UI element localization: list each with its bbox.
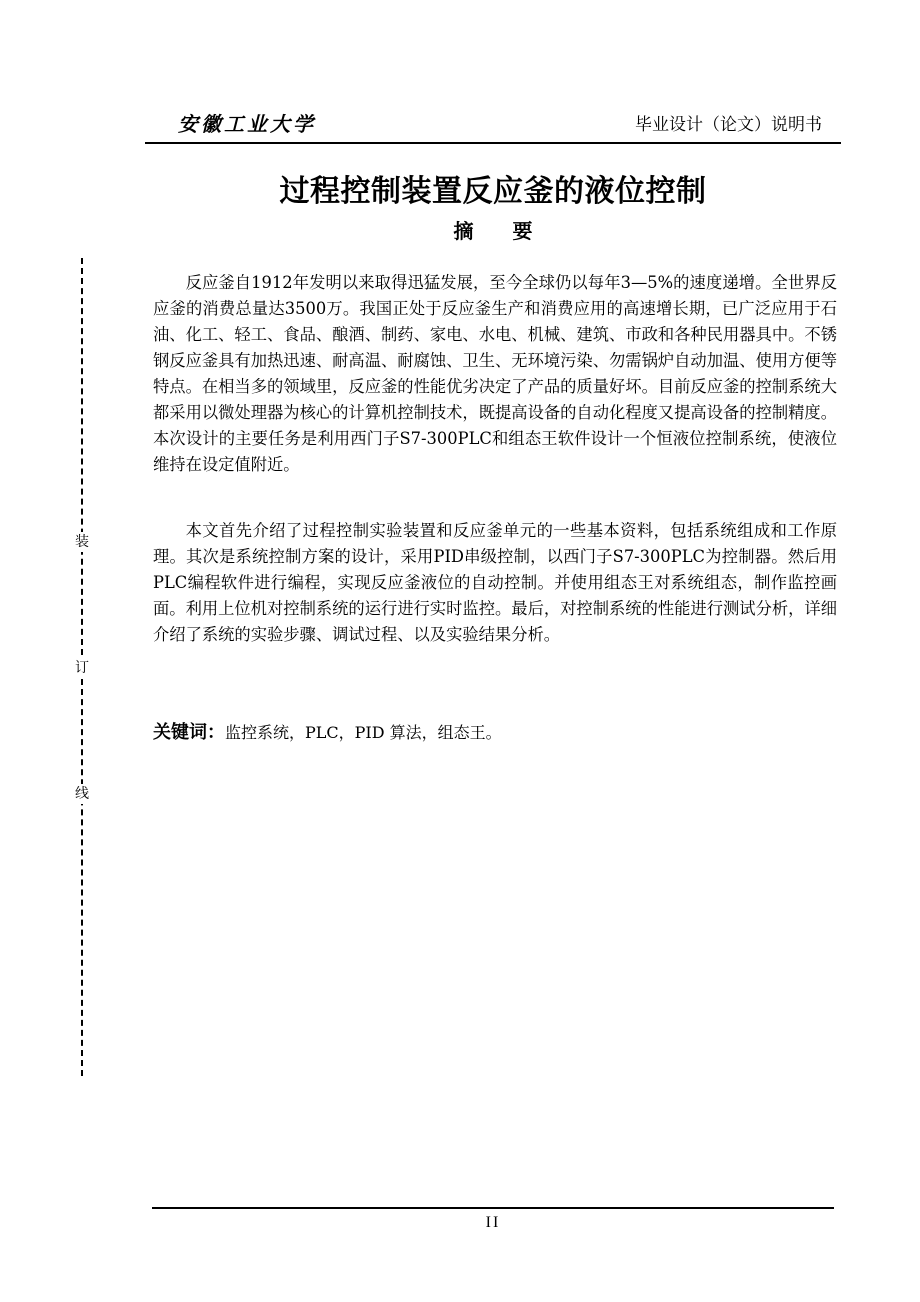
abstract-paragraph-2: 本文首先介绍了过程控制实验装置和反应釜单元的一些基本资料，包括系统组成和工作原理。其次是系统控制方案的设计，采用PID串级控制，以西门子S7-300PLC为控制器。然后用PLC编程软件进行编程，实现反应釜液位的自动控制。并使用组态王对系统组态，制作监控画面。利用上位机对控制系统的运行进行实时监控。最后，对控制系统的性能进行测试分析，详细介绍了系统的实验步骤、调试过程、以及实验结果分析。 (153, 521, 837, 644)
keywords-label: 关键词： (153, 722, 225, 743)
document-type: 毕业设计（论文）说明书 (635, 115, 822, 135)
header-rule (145, 142, 841, 144)
binding-mark-ding: 订 (72, 658, 92, 678)
abstract-paragraph-1: 反应釜自1912年发明以来取得迅猛发展，至今全球仍以每年3—5%的速度递增。全世界反应釜的消费总量达3500万。我国正处于反应釜生产和消费应用的高速增长期，已广泛应用于石油、化工、轻工、食品、酿酒、制药、家电、水电、机械、建筑、市政和各种民用器具中。不锈钢反应釜具有加热迅速、耐高温、耐腐蚀、卫生、无环境污染、勿需锅炉自动加温、使用方便等特点。在相当多的领域里，反应釜的性能优劣决定了产品的质量好坏。目前反应釜的控制系统大都采用以微处理器为核心的计算机控制技术，既提高设备的自动化程度又提高设备的控制精度。本次设计的主要任务是利用西门子S7-300PLC和组态王软件设计一个恒液位控制系统，使液位维持在设定值附近。 (153, 273, 837, 474)
binding-mark-xian: 线 (72, 784, 92, 804)
keywords-text: 监控系统，PLC，PID 算法，组态王。 (225, 723, 502, 742)
abstract-heading: 摘 要 (453, 219, 549, 243)
thesis-title: 过程控制装置反应釜的液位控制 (279, 174, 707, 209)
binding-mark-zhuang: 装 (72, 532, 92, 552)
footer-rule (152, 1207, 834, 1209)
keywords-line (153, 718, 502, 744)
page-number: II (485, 1214, 501, 1231)
university-name: 安徽工业大学 (178, 112, 316, 136)
